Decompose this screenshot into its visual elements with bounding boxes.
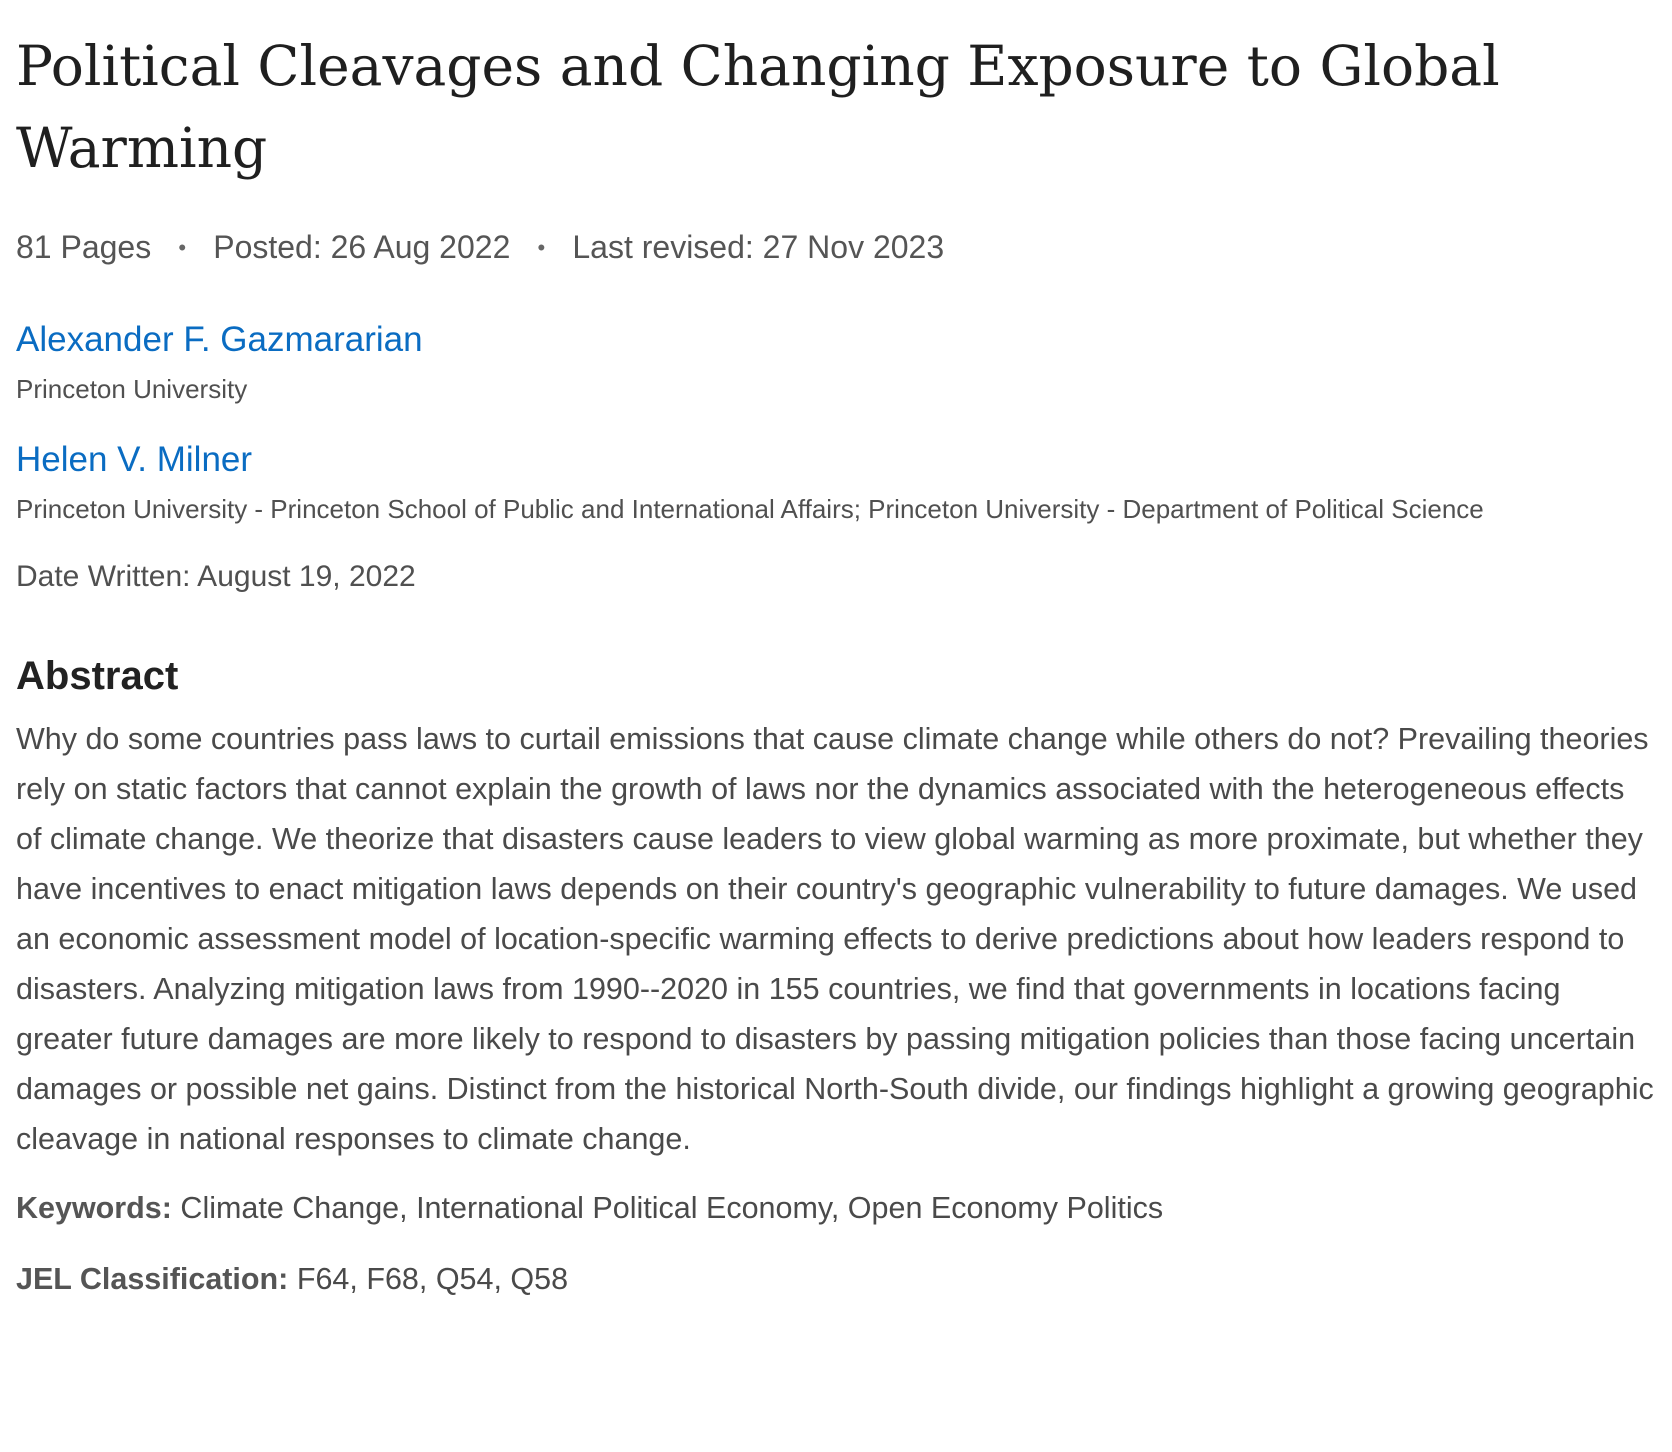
author-list: [16, 318, 1656, 532]
keywords-value: Climate Change, International Political Economy, Open Economy Politics: [180, 1191, 1164, 1225]
abstract-text: Why do some countries pass laws to curtail emissions that cause climate change while others do not? Prevailing theories rely on static factors that cannot explain the growth of laws nor the dynamics associated with the heterogeneous effects of climate change. We theorize that disasters cause leaders to view global warming as more proximate, but whether they have incentives to enact mitigation laws depends on their country's geographic vulnerability to future damages. We used an economic assessment model of location-specific warming effects to derive predictions about how leaders respond to disasters. Analyzing mitigation laws from 1990--2020 in 155 countries, we find that governments in locations facing greater future damages are more likely to respond to disasters by passing mitigation policies than those facing uncertain damages or possible net gains. Distinct from the historical North-South divide, our findings highlight a growing geographic cleavage in national responses to climate change.: [16, 722, 1654, 1156]
author-link-milner[interactable]: Helen V. Milner: [16, 440, 253, 479]
paper-title: Political Cleavages and Changing Exposure to Global Warming: [16, 34, 1500, 180]
jel-row: [16, 1259, 1656, 1299]
paper-page: [16, 0, 1656, 1299]
meta-separator: •: [537, 235, 546, 260]
jel-value: F64, F68, Q54, Q58: [296, 1262, 569, 1296]
meta-separator: •: [178, 235, 187, 260]
author-link-gazmararian[interactable]: Alexander F. Gazmararian: [16, 320, 423, 359]
keywords-row: [16, 1188, 1656, 1228]
page-count: 81 Pages: [16, 229, 152, 265]
keywords-label: Keywords:: [16, 1191, 172, 1225]
author-affiliation: Princeton University: [16, 374, 248, 404]
date-written: Date Written: August 19, 2022: [16, 560, 416, 593]
author-affiliation: Princeton University - Princeton School of Public and International Affairs; Princeton University - Department of Political Science: [16, 494, 1484, 524]
abstract-heading: Abstract: [16, 654, 179, 698]
revised-date: Last revised: 27 Nov 2023: [572, 229, 945, 265]
jel-label: JEL Classification:: [16, 1262, 289, 1296]
paper-meta: [16, 227, 1656, 268]
posted-date: Posted: 26 Aug 2022: [213, 229, 511, 265]
